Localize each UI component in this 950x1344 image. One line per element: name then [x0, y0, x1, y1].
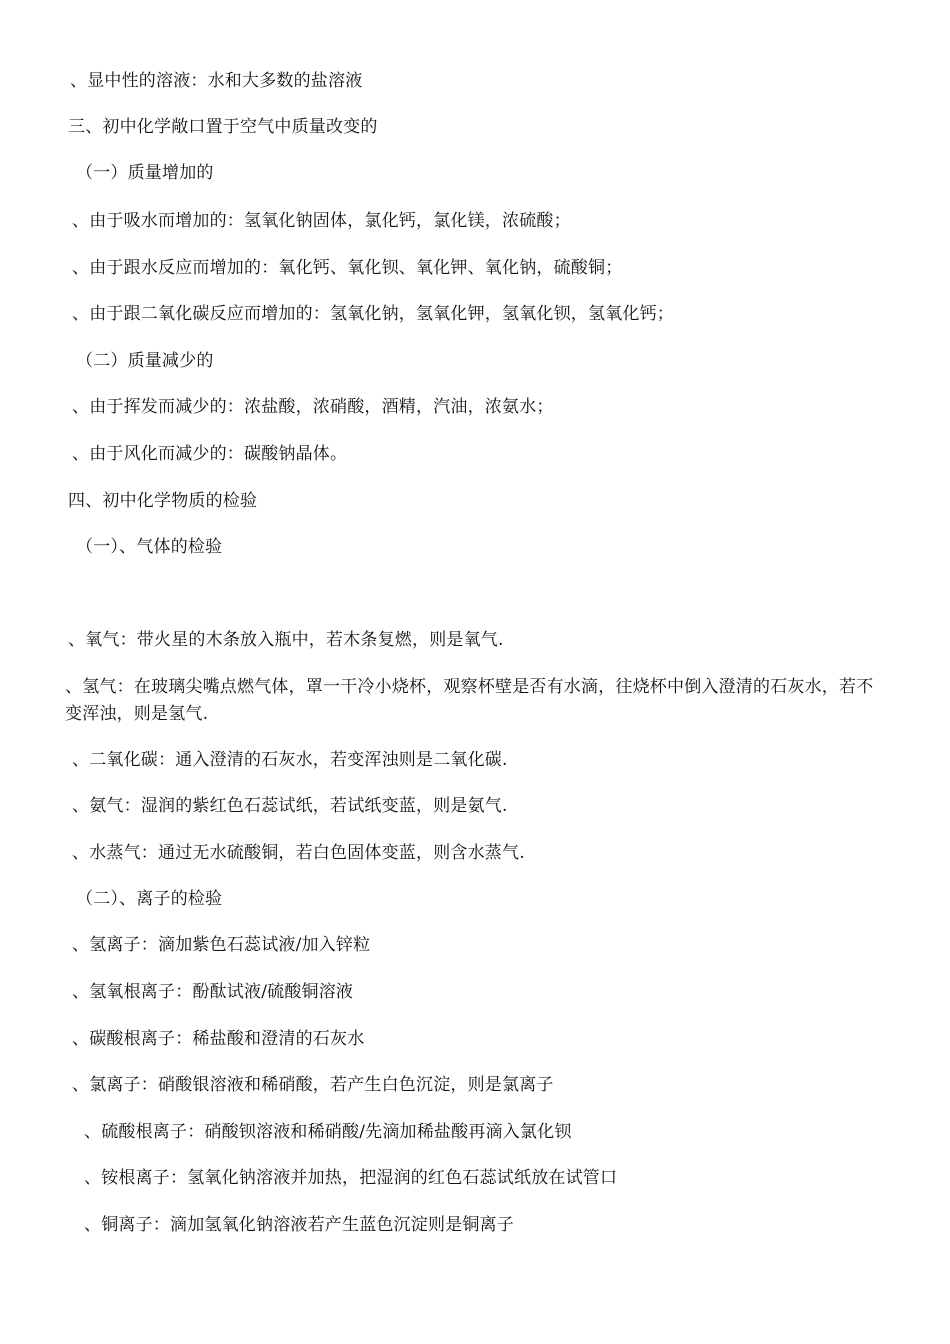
text-paragraph: 、氢气：在玻璃尖嘴点燃气体，罩一干冷小烧杯，观察杯壁是否有水滴，往烧杯中倒入澄清的石灰水，若不变浑浊，则是氢气. [65, 677, 874, 724]
text-line: 、铜离子：滴加氢氧化钠溶液若产生蓝色沉淀则是铜离子 [84, 1215, 514, 1235]
text-line: 、由于挥发而减少的：浓盐酸，浓硝酸，酒精，汽油，浓氨水； [72, 397, 554, 417]
section-heading: 三、初中化学敞口置于空气中质量改变的 [68, 117, 378, 137]
text-line: 、铵根离子：氢氧化钠溶液并加热，把湿润的红色石蕊试纸放在试管口 [84, 1168, 618, 1188]
section-heading: 四、初中化学物质的检验 [68, 491, 258, 511]
text-line: 、氨气：湿润的紫红色石蕊试纸，若试纸变蓝，则是氨气. [72, 796, 508, 816]
text-line: 、氧气：带火星的木条放入瓶中，若木条复燃，则是氧气. [68, 630, 504, 650]
text-line: 、由于风化而减少的：碳酸钠晶体。 [72, 444, 348, 464]
text-line: 、硫酸根离子：硝酸钡溶液和稀硝酸/先滴加稀盐酸再滴入氯化钡 [84, 1122, 572, 1142]
text-line: 、氢氧根离子：酚酞试液/硫酸铜溶液 [72, 982, 354, 1002]
text-line: 、氢离子：滴加紫色石蕊试液/加入锌粒 [72, 935, 371, 955]
text-line: 、由于吸水而增加的：氢氧化钠固体，氯化钙，氯化镁，浓硫酸； [72, 211, 571, 231]
text-line: 、碳酸根离子：稀盐酸和澄清的石灰水 [72, 1029, 365, 1049]
subsection-heading: （二）、离子的检验 [76, 889, 223, 909]
text-line: 、由于跟二氧化碳反应而增加的：氢氧化钠，氢氧化钾，氢氧化钡，氢氧化钙； [72, 304, 674, 324]
subsection-heading: （一）、气体的检验 [76, 537, 223, 557]
subsection-heading: （二）质量减少的 [76, 351, 214, 371]
text-line: 、显中性的溶液：水和大多数的盐溶液 [70, 71, 363, 91]
text-line: 、水蒸气：通过无水硫酸铜，若白色固体变蓝，则含水蒸气. [72, 843, 525, 863]
text-line: 、氯离子：硝酸银溶液和稀硝酸，若产生白色沉淀，则是氯离子 [72, 1075, 554, 1095]
text-line: 、由于跟水反应而增加的：氧化钙、氧化钡、氧化钾、氧化钠，硫酸铜； [72, 258, 623, 278]
text-line: 、二氧化碳：通入澄清的石灰水，若变浑浊则是二氧化碳. [72, 750, 508, 770]
subsection-heading: （一）质量增加的 [76, 163, 214, 183]
